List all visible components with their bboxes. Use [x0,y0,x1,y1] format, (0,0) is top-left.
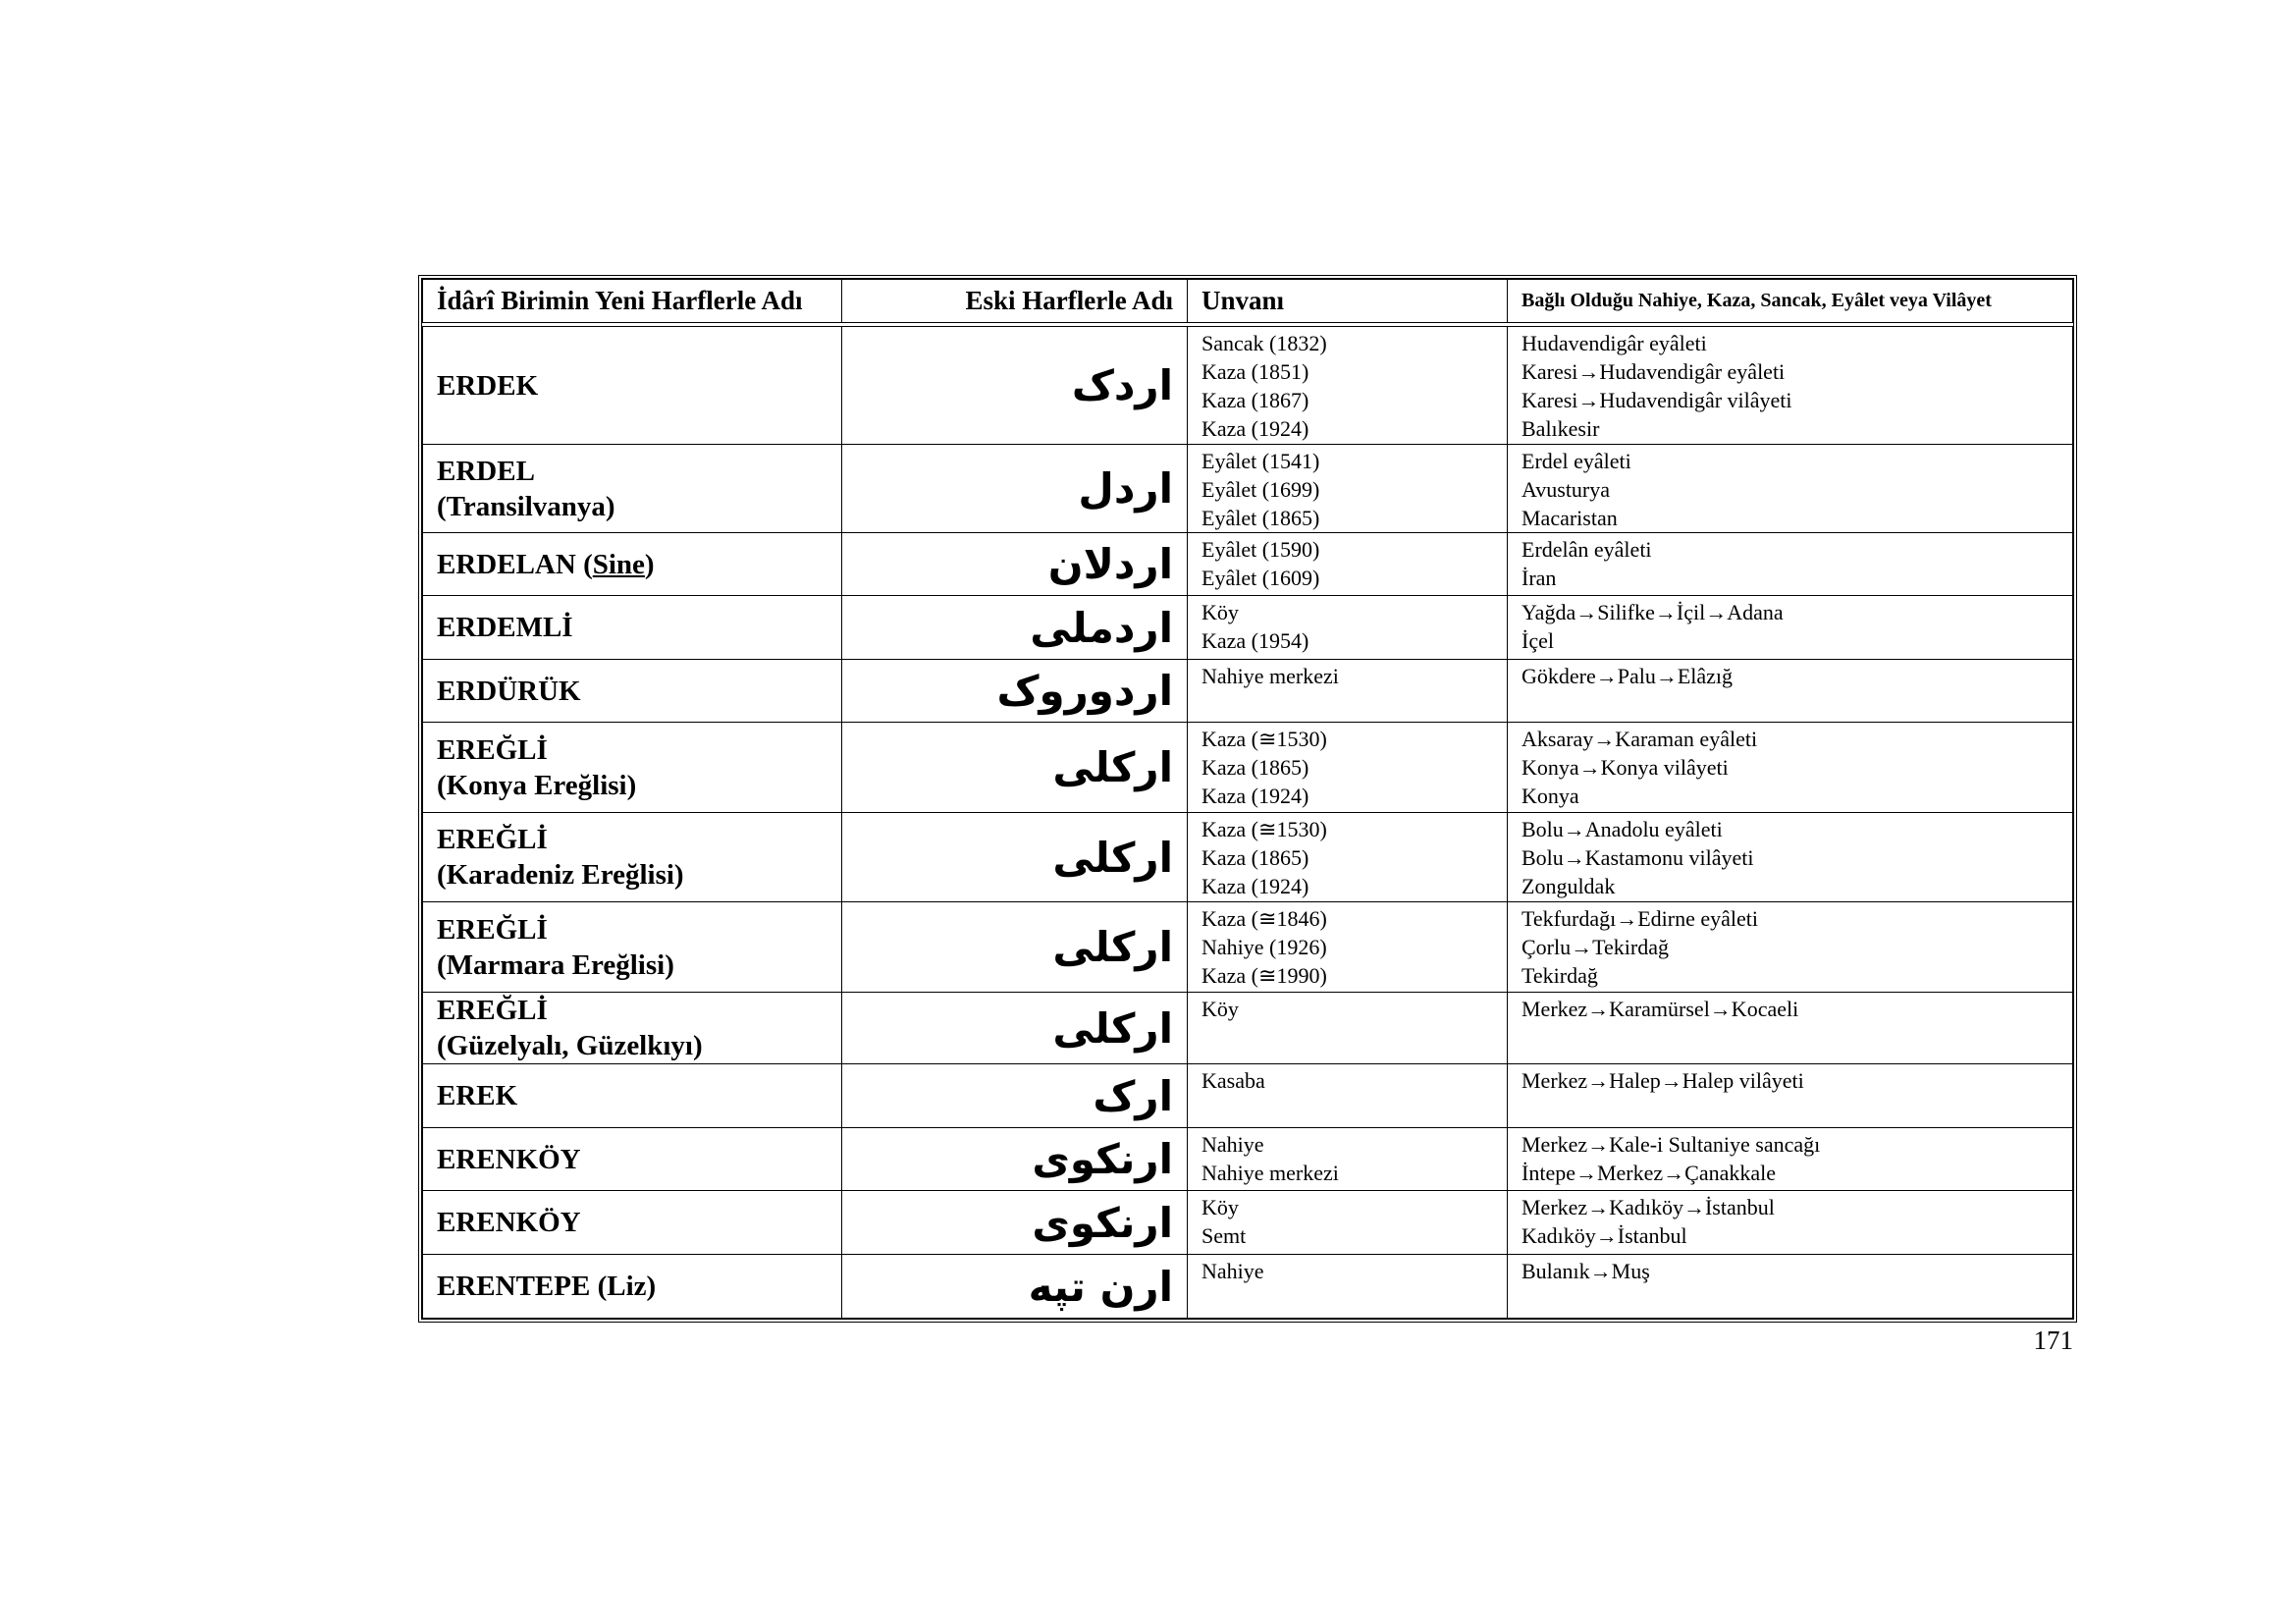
title-cell [1188,1255,1508,1319]
title-cell [1188,327,1508,445]
title-cell [1188,902,1508,993]
table-row [423,445,2073,533]
table-row [423,993,2073,1064]
unit-name-cell [423,660,842,723]
unit-name-line [437,1205,828,1240]
unit-name-line [437,993,828,1028]
page-number: 171 [2033,1326,2073,1355]
affiliation-entry: İçel [1522,628,1554,653]
unit-name-text: EREĞLİ [437,913,548,946]
unit-name-text: ERDEL [437,455,535,487]
title-entry: Kaza (1867) [1201,388,1309,412]
affiliation-entry: Kadıköy→İstanbul [1522,1223,1687,1248]
title-entry: Kaza (1924) [1201,416,1309,441]
unit-name-text: (Konya Ereğlisi) [437,769,637,801]
affiliation-entry: Bolu→Kastamonu vilâyeti [1522,845,1754,870]
unit-alt-name: Sine [592,548,645,580]
unit-name-text: ERENKÖY [437,1207,581,1238]
affiliation-cell [1508,1255,2073,1319]
affiliation-entry: Merkez→Kale-i Sultaniye sancağı [1522,1132,1821,1157]
title-cell [1188,660,1508,723]
unit-name-cell [423,596,842,660]
affiliation-entry: Tekirdağ [1522,963,1598,988]
affiliation-entry: Hudavendigâr eyâleti [1522,331,1707,355]
affiliation-entry: Yağda→Silifke→İçil→Adana [1522,600,1784,624]
unit-name-text: EREĞLİ [437,824,548,855]
old-script-name-cell: اردملی [842,596,1188,660]
title-entry: Nahiye [1201,1132,1264,1157]
title-entry: Nahiye merkezi [1201,664,1339,688]
table-row [423,1128,2073,1191]
unit-name-cell [423,533,842,596]
unit-name-text: ERENKÖY [437,1143,581,1175]
unit-name-line [437,674,828,709]
gazetteer-table [418,275,2077,1323]
old-script-name-cell: اردک [842,327,1188,445]
title-entry: Eyâlet (1699) [1201,477,1320,502]
unit-name-text: (Marmara Ereğlisi) [437,948,674,981]
old-script-name-cell: ارن تپه [842,1255,1188,1319]
title-cell [1188,533,1508,596]
title-entry: Kaza (1924) [1201,784,1309,808]
affiliation-entry: Konya [1522,784,1579,808]
title-cell [1188,813,1508,902]
affiliation-entry: Avusturya [1522,477,1611,502]
title-cell [1188,445,1508,533]
old-script-name-cell: ارکلی [842,993,1188,1064]
header-row [423,280,2073,323]
unit-name-line [437,857,828,893]
unit-name-line: ERDELAN (Sine) [437,548,655,580]
affiliation-cell [1508,1128,2073,1191]
title-entry: Kaza (1924) [1201,874,1309,898]
affiliation-entry: Erdelân eyâleti [1522,537,1652,562]
title-entry: Kaza (≅1846) [1201,906,1327,931]
unit-name-line [437,610,828,645]
unit-name-text: (Güzelyalı, Güzelkıyı) [437,1030,703,1061]
unit-name-line [437,368,828,404]
affiliation-entry: Çorlu→Tekirdağ [1522,935,1669,959]
title-entry: Eyâlet (1609) [1201,566,1320,590]
affiliation-cell [1508,813,2073,902]
title-entry: Kaza (1851) [1201,359,1309,384]
title-entry: Kaza (≅1990) [1201,963,1327,988]
unit-name-line [437,912,828,947]
unit-name-text: ERDEK [437,369,539,402]
title-cell [1188,1128,1508,1191]
old-script-name-cell: ارکلی [842,723,1188,813]
title-entry: Eyâlet (1541) [1201,449,1320,473]
unit-name-line [437,489,828,524]
title-cell [1188,1191,1508,1255]
table-row [423,327,2073,445]
unit-name-line [437,454,828,489]
affiliation-cell [1508,1064,2073,1128]
affiliation-entry: Bolu→Anadolu eyâleti [1522,817,1723,841]
header-title: Unvanı [1188,280,1508,323]
unit-name-text: (Karadeniz Ereğlisi) [437,859,684,891]
affiliation-cell [1508,902,2073,993]
title-entry: Köy [1201,997,1239,1021]
unit-name-line [437,768,828,803]
affiliation-entry: Gökdere→Palu→Elâzığ [1522,664,1734,688]
table-row [423,596,2073,660]
affiliation-entry: Karesi→Hudavendigâr vilâyeti [1522,388,1792,412]
unit-name-cell [423,723,842,813]
affiliation-cell [1508,723,2073,813]
affiliation-cell [1508,596,2073,660]
old-script-name-cell: اردوروک [842,660,1188,723]
affiliation-cell [1508,993,2073,1064]
unit-name-text: EREK [437,1080,518,1111]
old-script-name-cell: ارکلی [842,902,1188,993]
unit-name-line [437,947,828,983]
old-script-name-cell: ارکلی [842,813,1188,902]
title-entry: Kaza (1865) [1201,755,1309,780]
affiliation-cell [1508,327,2073,445]
unit-name-cell [423,327,842,445]
title-entry: Eyâlet (1590) [1201,537,1320,562]
affiliation-entry: Merkez→Karamürsel→Kocaeli [1522,997,1799,1021]
unit-name-cell [423,445,842,533]
title-entry: Eyâlet (1865) [1201,506,1320,530]
title-entry: Köy [1201,600,1239,624]
title-entry: Kasaba [1201,1068,1265,1093]
table-row [423,902,2073,993]
unit-name-cell [423,813,842,902]
affiliation-entry: Aksaray→Karaman eyâleti [1522,727,1758,751]
table-row [423,1191,2073,1255]
title-entry: Nahiye (1926) [1201,935,1327,959]
title-entry: Kaza (1865) [1201,845,1309,870]
title-entry: Nahiye merkezi [1201,1161,1339,1185]
unit-name-text: ERDEMLİ [437,612,573,643]
affiliation-cell [1508,1191,2073,1255]
old-script-name-cell: ارک [842,1064,1188,1128]
table-row [423,660,2073,723]
unit-name-cell [423,1191,842,1255]
affiliation-entry: Balıkesir [1522,416,1600,441]
header-new-name: İdârî Birimin Yeni Harflerle Adı [423,280,842,323]
table-row [423,813,2073,902]
unit-name-line [437,822,828,857]
unit-name-line [437,732,828,768]
title-cell [1188,596,1508,660]
header-affiliation: Bağlı Olduğu Nahiye, Kaza, Sancak, Eyâlet veya Vilâyet [1508,280,2073,323]
table-row [423,1064,2073,1128]
unit-name-cell [423,1064,842,1128]
affiliation-entry: Zonguldak [1522,874,1616,898]
old-script-name-cell: ارنکوی [842,1191,1188,1255]
title-cell [1188,1064,1508,1128]
affiliation-entry: Erdel eyâleti [1522,449,1631,473]
title-entry: Kaza (≅1530) [1201,727,1327,751]
affiliation-entry: Tekfurdağı→Edirne eyâleti [1522,906,1758,931]
title-cell [1188,993,1508,1064]
title-entry: Semt [1201,1223,1247,1248]
unit-name-cell [423,1255,842,1319]
affiliation-entry: Konya→Konya vilâyeti [1522,755,1729,780]
affiliation-entry: Merkez→Kadıköy→İstanbul [1522,1195,1775,1219]
title-entry: Sancak (1832) [1201,331,1327,355]
affiliation-entry: İntepe→Merkez→Çanakkale [1522,1161,1776,1185]
affiliation-entry: İran [1522,566,1557,590]
table-row [423,533,2073,596]
title-entry: Kaza (≅1530) [1201,817,1327,841]
unit-name-line [437,1028,828,1063]
old-script-name-cell: ارنکوی [842,1128,1188,1191]
affiliation-entry: Karesi→Hudavendigâr eyâleti [1522,359,1786,384]
affiliation-cell [1508,533,2073,596]
affiliation-entry: Bulanık→Muş [1522,1259,1650,1283]
unit-name-cell [423,1128,842,1191]
old-script-name-cell: اردل [842,445,1188,533]
unit-name-line [437,1142,828,1177]
unit-name-text: ERENTEPE (Liz) [437,1271,657,1302]
unit-name-line [437,1078,828,1113]
title-cell [1188,723,1508,813]
unit-name-cell [423,902,842,993]
affiliation-entry: Macaristan [1522,506,1618,530]
unit-name-line [437,1269,828,1304]
unit-name-cell [423,993,842,1064]
affiliation-cell [1508,660,2073,723]
table-row [423,723,2073,813]
unit-name-text: ERDELAN [437,548,584,580]
old-script-name-cell: اردلان [842,533,1188,596]
unit-name-text: EREĞLİ [437,733,548,766]
title-entry: Köy [1201,1195,1239,1219]
title-entry: Nahiye [1201,1259,1264,1283]
affiliation-cell [1508,445,2073,533]
header-old-name: Eski Harflerle Adı [842,280,1188,323]
unit-name-text: ERDÜRÜK [437,675,581,707]
table-row [423,1255,2073,1319]
title-entry: Kaza (1954) [1201,628,1309,653]
unit-name-text: EREĞLİ [437,995,548,1026]
affiliation-entry: Merkez→Halep→Halep vilâyeti [1522,1068,1804,1093]
unit-name-text: (Transilvanya) [437,490,615,522]
